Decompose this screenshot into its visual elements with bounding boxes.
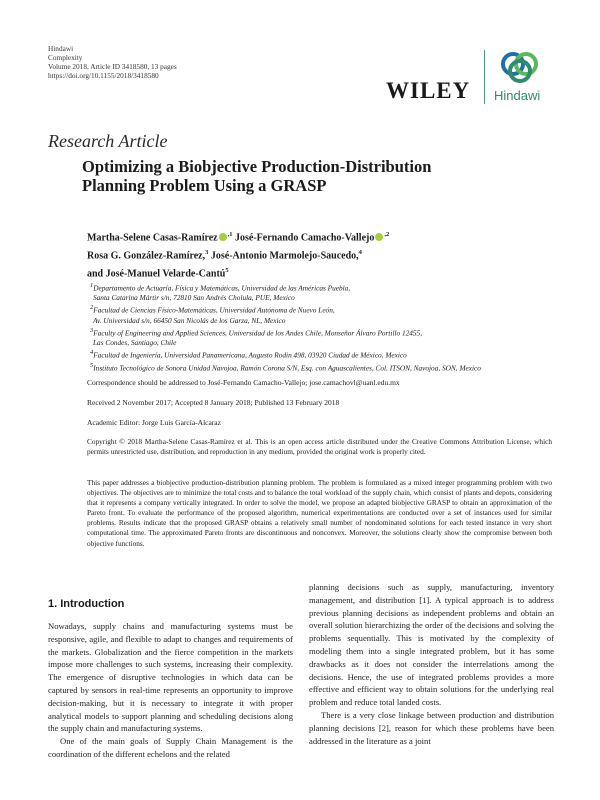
publisher-name: Hindawi	[48, 44, 74, 53]
affiliation-number: 3	[90, 326, 94, 334]
doi-link[interactable]: https://doi.org/10.1155/2018/3418580	[48, 71, 159, 80]
affiliation-item	[87, 326, 567, 348]
body-paragraph: Nowadays, supply chains and manufacturing systems must be responsive, agile, and flexible to adapt to changes and requirements of the markets. Globalization and the fierce competition in the markets impose more challenges to such systems, increasing their complexity. The emergence of disruptive technologies in which data can be captured by sensors in real-time represents an opportunity to improve decision-making, but it is necessary to integrate it with proper analytical models to support planning and scheduling decisions along the supply chain and manufacturing systems.	[48, 621, 293, 734]
body-paragraph: planning decisions such as supply, manufacturing, inventory management, and distribution [1]. A typical approach is to address previous planning decisions as independent problems and obtain an overall solution hierarchizing the order of the decisions and solving the problems sequentially. This is motivated by the complexity of modeling them into a single integrated problem, but it has some drawbacks as it does not consider the interrelations among the decisions. Hence, the use of integrated problems provides a more effective and efficient way to obtain solutions for the underlying real problem and reduce total landed costs.	[309, 582, 554, 708]
affiliation-item	[87, 281, 567, 303]
affiliation-text: Facultad de Ingeniería, Universidad Panamericana, Augusto Rodin 498, 03920 Ciudad de México, Mexico	[93, 350, 407, 360]
logo-divider	[484, 50, 485, 104]
hindawi-logo-icon	[499, 50, 543, 84]
dates-line: Received 2 November 2017; Accepted 8 January 2018; Published 13 February 2018	[87, 398, 340, 407]
author-name[interactable]: José-Antonio Marmolejo-Saucedo,	[210, 250, 359, 262]
author-name[interactable]: Rosa G. González-Ramírez,	[87, 250, 206, 262]
affiliation-item	[87, 348, 567, 360]
affiliation-item	[87, 361, 567, 373]
author-name[interactable]: José-Fernando Camacho-Vallejo	[235, 232, 375, 244]
author-affil-ref: 3	[205, 248, 209, 256]
title-line-1: Optimizing a Biobjective Production-Distribution	[82, 157, 432, 176]
journal-meta	[48, 44, 177, 80]
editor-line: Academic Editor: Jorge Luis García-Alcaraz	[87, 418, 221, 427]
affiliation-number: 5	[90, 361, 94, 369]
body-paragraph: One of the main goals of Supply Chain Management is the coordination of the different echelons and the related	[48, 736, 293, 759]
article-type: Research Article	[48, 131, 168, 151]
correspondence-line: Correspondence should be addressed to José-Fernando Camacho-Vallejo; jose.camachovl@uanl.edu.mx	[87, 378, 400, 387]
body-paragraph: There is a very close linkage between production and distribution planning decisions [2], reason for which these problems have been addressed in the literature as a joint	[309, 709, 554, 746]
hindawi-wordmark: Hindawi	[494, 88, 541, 103]
volume-line: Volume 2018, Article ID 3418580, 13 pages	[48, 62, 177, 71]
author-name[interactable]: and José-Manuel Velarde-Cantú	[87, 267, 226, 279]
author-name[interactable]: Martha-Selene Casas-Ramírez	[87, 232, 218, 244]
wiley-logo: WILEY	[386, 78, 471, 103]
body-column-left	[48, 620, 293, 761]
author-affil-ref: ,2	[384, 231, 390, 238]
affiliation-number: 1	[90, 282, 94, 289]
affiliation-text: Departamento de Actuaría, Física y Matemáticas, Universidad de las Américas Puebla,	[93, 283, 351, 293]
journal-name: Complexity	[48, 53, 83, 62]
author-affil-ref: 5	[225, 266, 229, 274]
orcid-icon[interactable]	[375, 233, 383, 241]
section-heading: 1. Introduction	[48, 598, 125, 610]
copyright-notice: Copyright © 2018 Martha-Selene Casas-Ramírez et al. This is an open access article distributed under the Creative Commons Attribution License, which permits unrestricted use, distribution, and reproduction in any medium, provided the original work is properly cited.	[87, 437, 552, 457]
publisher-logos	[386, 44, 556, 104]
affiliation-text: Faculty of Engineering and Applied Sciences, Universidad de los Andes Chile, Monseñor Álvaro Portillo 12455,	[93, 328, 423, 338]
affiliation-number: 4	[90, 349, 94, 357]
affiliation-list	[87, 281, 567, 373]
author-list	[87, 228, 557, 281]
abstract-text: This paper addresses a biobjective production-distribution planning problem. The problem is formulated as a mixed integer programming problem with two objectives. The objectives are to minimize the total costs and to balance the total workload of the supply chain, which consist of plants and depots, considering that it represents a company vertically integrated. In order to solve the model, we propose an adapted biobjective GRASP to obtain an approximation of the Pareto front. To evaluate the performance of the proposed algorithm, numerical experimentations are conducted over a set of instances used for similar problems. Results indicate that the proposed GRASP obtains a relatively small number of nondominated solutions for each tested instance in very short computational time. The approximated Pareto fronts are discontinuous and nonconvex. Moreover, the solutions clearly show the compromise between both objective functions.	[87, 478, 552, 548]
affiliation-text: Av. Universidad s/n, 66450 San Nicolás de los Garza, NL, Mexico	[93, 315, 286, 325]
paper-title	[82, 157, 552, 195]
body-column-right	[309, 581, 554, 747]
affiliation-text: Santa Catarina Mártir s/n, 72810 San Andrés Cholula, PUE, Mexico	[93, 293, 295, 303]
affiliation-text: Las Condes, Santiago, Chile	[93, 338, 177, 348]
affiliation-number: 2	[90, 304, 94, 312]
affiliation-text: Instituto Tecnológico de Sonora Unidad Navojoa, Ramón Corona S/N, Esq. con Aguascalientes, Col. ITSON, Navojoa, SON, Mexico	[93, 363, 481, 373]
author-affil-ref: ,1	[227, 231, 233, 238]
author-affil-ref: 4	[358, 248, 362, 256]
affiliation-text: Facultad de Ciencias Físico-Matemáticas, Universidad Autónoma de Nuevo León,	[93, 305, 335, 315]
affiliation-item	[87, 303, 567, 325]
title-line-2: Planning Problem Using a GRASP	[82, 176, 327, 195]
orcid-icon[interactable]	[219, 233, 227, 241]
